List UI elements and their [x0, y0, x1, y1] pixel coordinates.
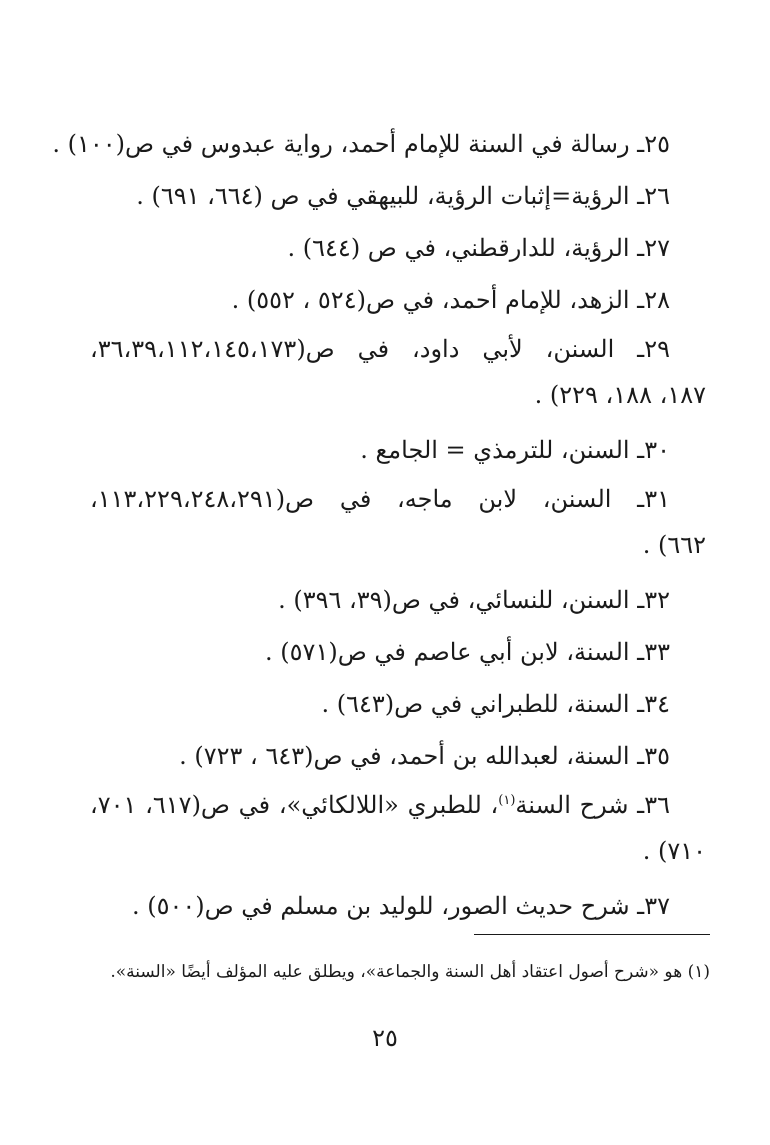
reference-entry-33: ٣٣ـ السنة، لابن أبي عاصم في ص(٥٧١) .	[265, 638, 670, 666]
reference-entry-29	[90, 326, 706, 418]
reference-entry-31	[90, 476, 706, 568]
reference-entry-25: ٢٥ـ رسالة في السنة للإمام أحمد، رواية عبدوس في ص(١٠٠) .	[52, 130, 670, 158]
reference-entry-34: ٣٤ـ السنة، للطبراني في ص(٦٤٣) .	[321, 690, 670, 718]
reference-entry-36-line2: ٧١٠) .	[642, 837, 706, 865]
page-number: ٢٥	[372, 1024, 398, 1052]
reference-entry-30: ٣٠ـ السنن، للترمذي = الجامع .	[360, 436, 670, 464]
reference-entry-32: ٣٢ـ السنن، للنسائي، في ص(٣٩، ٣٩٦) .	[278, 586, 670, 614]
reference-entry-36-line1	[90, 782, 670, 828]
reference-entry-37: ٣٧ـ شرح حديث الصور، للوليد بن مسلم في ص(٥٠٠) .	[132, 892, 670, 920]
reference-list	[52, 118, 706, 932]
footnote-separator	[474, 934, 710, 935]
reference-entry-29-line1: ٢٩ـ السنن، لأبي داود، في ص(٣٦،٣٩،١١٢،١٤٥،١٧٣،	[90, 335, 670, 363]
reference-entry-29-line2: ١٨٧، ١٨٨، ٢٢٩) .	[534, 381, 706, 409]
footnote-reference-marker: (١)	[498, 793, 516, 808]
reference-entry-31-line2: ٦٦٢) .	[642, 531, 706, 559]
reference-entry-35: ٣٥ـ السنة، لعبدالله بن أحمد، في ص(٦٤٣ ، ٧٢٣) .	[179, 742, 670, 770]
reference-entry-36-rest: ، للطبري «اللالكائي»، في ص(٦١٧، ٧٠١،	[90, 791, 499, 819]
footnote-marker: (١)	[687, 962, 710, 982]
reference-entry-26: ٢٦ـ الرؤية=إثبات الرؤية، للبيهقي في ص (٦٦٤، ٦٩١) .	[136, 182, 670, 210]
footnote	[70, 956, 710, 988]
reference-entry-27: ٢٧ـ الرؤية، للدارقطني، في ص (٦٤٤) .	[287, 234, 670, 262]
footnote-text: هو «شرح أصول اعتقاد أهل السنة والجماعة»، ويطلق عليه المؤلف أيضًا «السنة».	[110, 962, 683, 982]
reference-entry-31-line1: ٣١ـ السنن، لابن ماجه، في ص(١١٣،٢٢٩،٢٤٨،٢٩١،	[90, 485, 670, 513]
reference-entry-36	[90, 782, 706, 874]
reference-entry-36-title: ٣٦ـ شرح السنة	[515, 791, 670, 819]
reference-entry-28: ٢٨ـ الزهد، للإمام أحمد، في ص(٥٢٤ ، ٥٥٢) .	[231, 286, 670, 314]
